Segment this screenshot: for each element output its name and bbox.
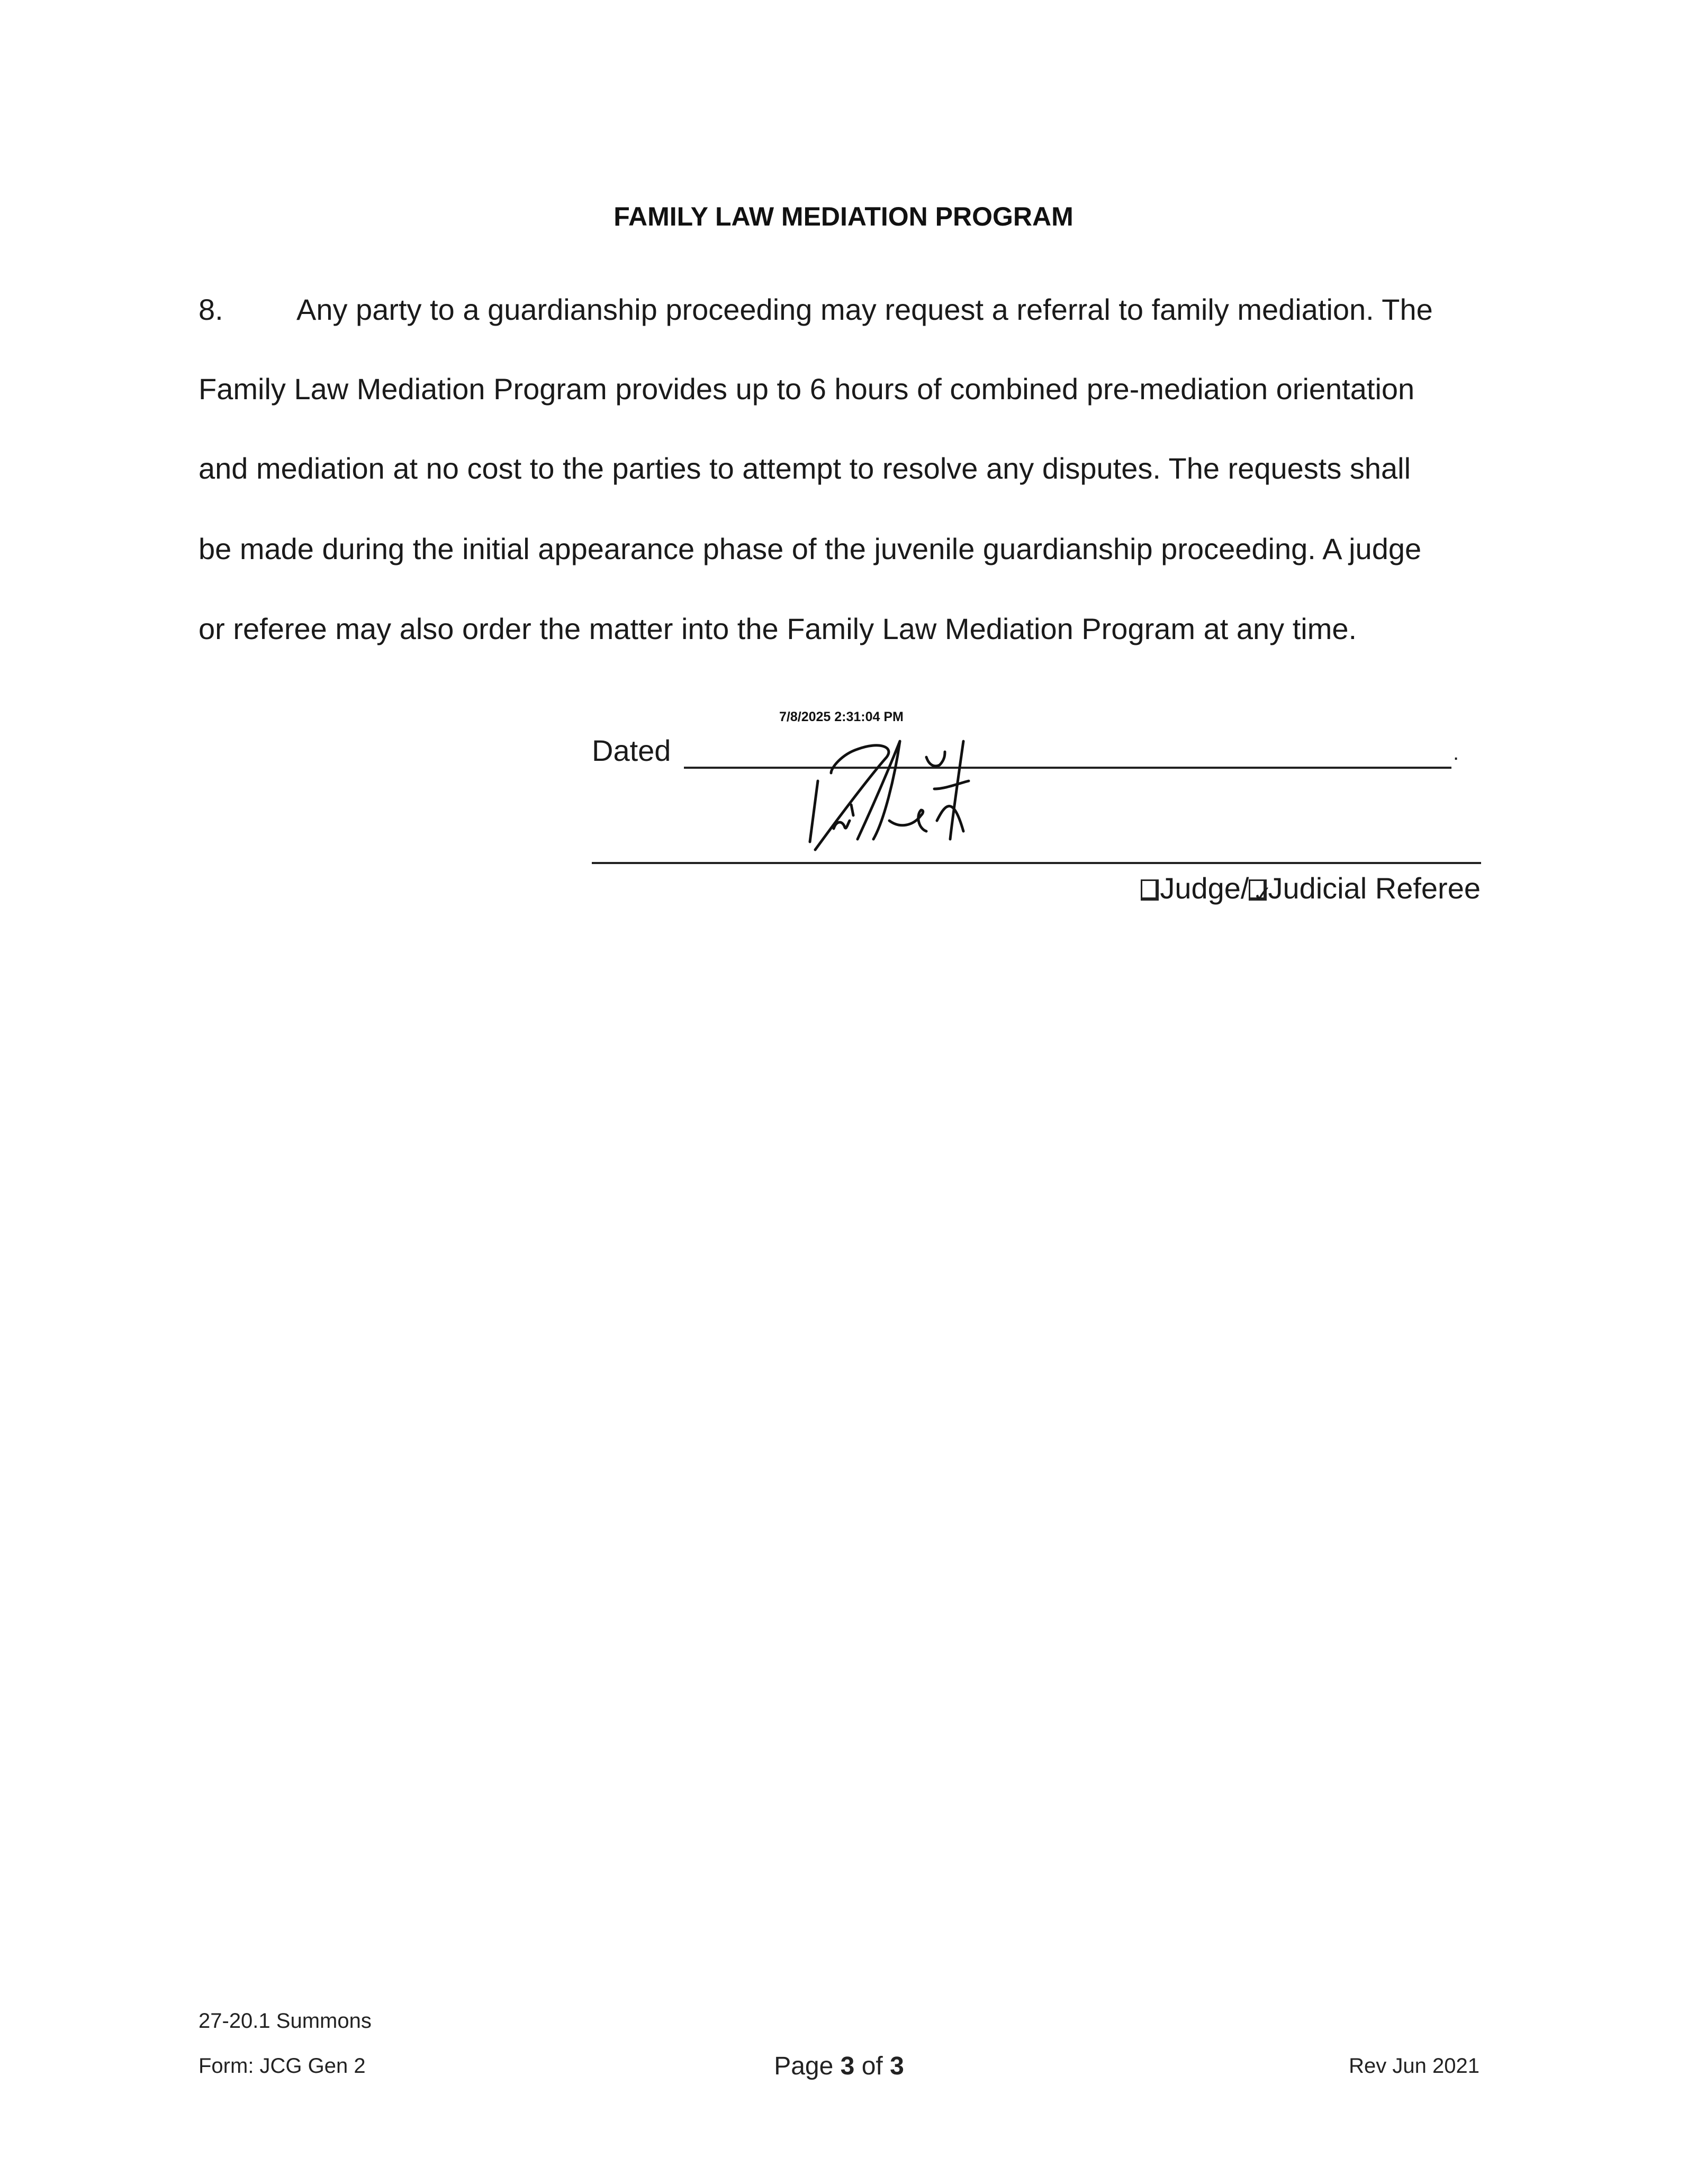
paragraph-line-4: be made during the initial appearance phase of the juvenile guardianship proceeding. A judge <box>199 532 1422 565</box>
judicial-referee-label: Judicial Referee <box>1268 871 1481 905</box>
page-total: 3 <box>890 2052 904 2080</box>
dated-label: Dated <box>592 734 671 767</box>
page-prefix: Page <box>774 2052 841 2080</box>
signature-line <box>592 862 1481 864</box>
page-current: 3 <box>840 2052 855 2080</box>
page-of: of <box>854 2052 890 2080</box>
paragraph-line-5: or referee may also order the matter into the Family Law Mediation Program at any time. <box>199 612 1357 645</box>
role-selector <box>1141 871 1481 905</box>
footer-form-name: Form: JCG Gen 2 <box>199 2054 366 2078</box>
role-separator: / <box>1240 871 1249 905</box>
paragraph-line-2: Family Law Mediation Program provides up to 6 hours of combined pre-mediation orientation <box>199 372 1415 406</box>
judicial-referee-checkbox[interactable] <box>1249 879 1273 907</box>
handwritten-signature-icon <box>794 736 1165 863</box>
paragraph-line-3: and mediation at no cost to the parties to attempt to resolve any disputes. The requests shall <box>199 452 1411 485</box>
signature-timestamp: 7/8/2025 2:31:04 PM <box>779 709 904 724</box>
paragraph-number: 8. <box>199 293 223 326</box>
paragraph-text: Any party to a guardianship proceeding may request a referral to family mediation. The <box>296 293 1433 326</box>
judge-checkbox[interactable] <box>1141 879 1159 901</box>
checkmark-icon: ✓ <box>1252 882 1273 907</box>
judge-label: Judge <box>1160 871 1241 905</box>
footer-revision: Rev Jun 2021 <box>1349 2054 1479 2078</box>
footer-form-id: 27-20.1 Summons <box>199 2009 372 2033</box>
document-title: FAMILY LAW MEDIATION PROGRAM <box>614 202 1073 231</box>
dated-period: . <box>1453 741 1459 765</box>
footer-page-number <box>199 2052 1479 2081</box>
